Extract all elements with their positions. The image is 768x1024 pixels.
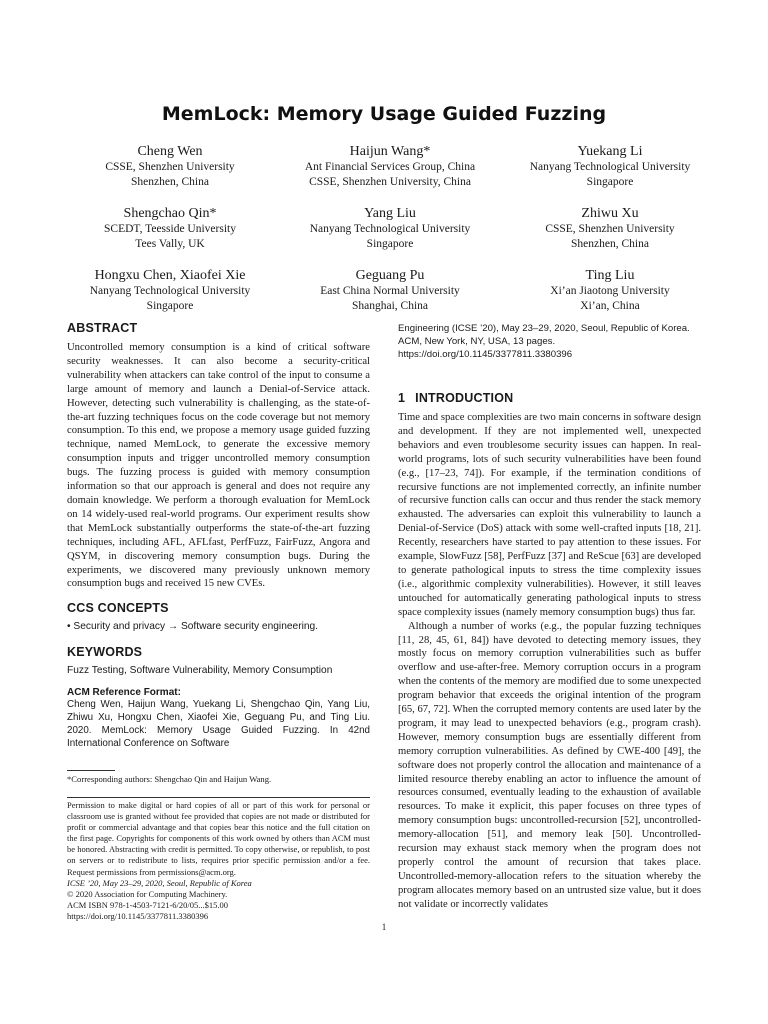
section-number: 1 <box>398 391 406 405</box>
acm-reference-text: Cheng Wen, Haijun Wang, Yuekang Li, Shengchao Qin, Yang Liu, Zhiwu Xu, Hongxu Chen, Xiaofei Xie, Geguang Pu, and Ting Liu. 2020. MemLock: Memory Usage Guided Fuzzing. In 42nd International Conference on Software <box>67 699 370 750</box>
author <box>60 267 280 314</box>
author <box>280 267 500 314</box>
permission-divider <box>67 797 370 798</box>
right-column <box>398 322 701 912</box>
author <box>500 205 720 252</box>
author-affiliation: Nanyang Technological University <box>309 223 471 235</box>
abstract-heading: ABSTRACT <box>67 321 138 335</box>
author <box>280 143 500 190</box>
author-location: Shanghai, China <box>351 300 429 312</box>
author <box>60 205 280 252</box>
doi-line: https://doi.org/10.1145/3377811.3380396 <box>67 910 209 921</box>
author-location: Shenzhen, China <box>571 238 649 250</box>
author-location: Singapore <box>366 238 414 250</box>
author-affiliation: Nanyang Technological University <box>529 161 691 173</box>
keywords-text: Fuzz Testing, Software Vulnerability, Memory Consumption <box>67 665 333 677</box>
author-location: Singapore <box>146 300 194 312</box>
author <box>60 143 280 190</box>
author <box>280 205 500 252</box>
author-row <box>60 143 720 190</box>
author <box>500 267 720 314</box>
author-affiliation: CSSE, Shenzhen University <box>105 161 235 173</box>
permission-block <box>67 800 370 922</box>
corresponding-author-footnote: *Corresponding authors: Shengchao Qin and Haijun Wang. <box>67 774 272 784</box>
author-block <box>60 143 720 329</box>
author-affiliation: Xi’an Jiaotong University <box>550 285 670 297</box>
page-number: 1 <box>381 922 387 932</box>
author-name: Cheng Wen <box>137 144 203 159</box>
author-row <box>60 267 720 314</box>
author-name: Ting Liu <box>585 268 635 283</box>
permission-notice: Permission to make digital or hard copies of all or part of this work for personal or classroom use is granted without fee provided that copies are not made or distributed for profit or commercial advantage and that copies bear this notice and the full citation on the first page. Copyrights for components of this work owned by others than ACM must be honored. Abstracting with credit is permitted. To copy otherwise, or republish, to post on servers or to redistribute to lists, requires prior specific permission and/or a fee. Request permissions from permissions@acm.org. <box>67 800 370 877</box>
acm-reference-heading: ACM Reference Format: <box>67 687 181 699</box>
author-name: Hongxu Chen, Xiaofei Xie <box>94 268 246 283</box>
intro-paragraph-2: Although a number of works (e.g., the popular fuzzing techniques [11, 28, 45, 61, 84]) have devoted to detecting memory issues, they mostly focus on memory corruption vulnerabilities such as buffer overflow and use-after-free. Memory corruption occurs in a program when the contents of the memory are modified due to some unexpected program behavior that exceeds the original intention of the program [65, 67, 72]. When the corrupted memory contents are used later by the program, it may lead to unexpected behaviors (e.g., program crash). However, memory consumption bugs are essentially different from memory corruption vulnerabilities. As defined by CWE-400 [49], the software does not properly control the allocation and maintenance of a limited resource thereby enabling an actor to influence the amount of resources consumed, eventually leading to the exhaustion of available resources. To make it explicit, this paper focuses on three types of memory consumption bugs: uncontrolled-recursion [52], uncontrolled-memory-allocation [51], and memory leak [50]. Uncontrolled-recursion may exhaust stack memory when the program does not properly control the amount of recursion that takes place. Uncontrolled-memory-allocation refers to the situation whereby the program allocates memory based on an untrusted size value, but it does not validate or incorrectly validates <box>398 620 701 910</box>
author-name: Haijun Wang* <box>349 144 431 159</box>
author-affiliation: Nanyang Technological University <box>89 285 251 297</box>
acm-reference-continued: Engineering (ICSE ’20), May 23–29, 2020, Seoul, Republic of Korea. ACM, New York, NY, USA, 13 pages. https://doi.org/10.1145/3377811.3380396 <box>398 323 690 360</box>
author-name: Yang Liu <box>364 206 416 221</box>
author-row <box>60 205 720 252</box>
author-location: Xi’an, China <box>580 300 640 312</box>
author-location: Tees Vally, UK <box>135 238 205 250</box>
author <box>500 143 720 190</box>
introduction-heading <box>398 391 701 405</box>
ccs-heading: CCS CONCEPTS <box>67 601 169 616</box>
author-affiliation: CSSE, Shenzhen University <box>545 223 675 235</box>
author-name: Geguang Pu <box>355 268 425 283</box>
author-name: Yuekang Li <box>577 144 643 159</box>
intro-paragraph-1: Time and space complexities are two main concerns in software design and development. If they are not implemented well, unexpected behaviors and even troublesome security issues can happen. In real-world programs, lots of such security vulnerabilities have been found (e.g., [17–23, 74]). For example, if the termination conditions of recursive functions are not implemented correctly, an infinite number of recursive function calls can occur and thus render the stack memory exhausted. The adversaries can exploit this vulnerability to launch a Denial-of-Service (DoS) attack with some well-crafted inputs [18, 21]. Recently, researchers have started to pay attention to these issues. For example, SlowFuzz [58], PerfFuzz [37] and ReScue [63] are developed to generate pathological inputs to stress the time complexity issues (i.e., algorithmic complexity vulnerabilities). However, it still leaves untouched for automatically generating pathological inputs to stress space complexity issues (namely memory consumption bugs) thus far. <box>398 412 701 618</box>
author-affiliation: Ant Financial Services Group, China <box>304 161 476 173</box>
abstract-text: Uncontrolled memory consumption is a kind of critical software security weaknesses. It can also become a security-critical vulnerability when attackers can take control of the input to consume a large amount of memory and launch a Denial-of-Service attack. However, detecting such vulnerability is challenging, as the state-of-the-art fuzzing techniques focus on the code coverage but not memory consumption. To this end, we propose a memory usage guided fuzzing technique, named MemLock, to generate the excessive memory consumption inputs and trigger uncontrolled memory consumption bugs. The fuzzing process is guided with memory consumption information so that our approach is general and does not require any domain knowledge. We perform a thorough evaluation for MemLock on 14 widely-used real-world programs. Our experiment results show that MemLock substantially outperforms the state-of-the-art fuzzing techniques, including AFL, AFLfast, PerfFuzz, FairFuzz, Angora and QSYM, in discovering memory consumption bugs. During the experiments, we discovered many previously unknown memory consumption bugs and received 15 new CVEs. <box>67 342 370 590</box>
isbn-line: ACM ISBN 978-1-4503-7121-6/20/05...$15.00 <box>67 899 229 910</box>
ccs-item: • Security and privacy → Software security engineering. <box>67 621 319 633</box>
copyright-line: © 2020 Association for Computing Machinery. <box>67 888 228 899</box>
paper-title: MemLock: Memory Usage Guided Fuzzing <box>161 103 607 125</box>
author-name: Shengchao Qin* <box>123 206 217 221</box>
left-column <box>67 321 370 750</box>
author-location: CSSE, Shenzhen University, China <box>309 176 471 188</box>
keywords-heading: KEYWORDS <box>67 645 143 660</box>
author-affiliation: East China Normal University <box>320 285 460 297</box>
author-location: Singapore <box>586 176 634 188</box>
author-affiliation: SCEDT, Teesside University <box>104 223 236 235</box>
author-name: Zhiwu Xu <box>581 206 639 221</box>
author-location: Shenzhen, China <box>131 176 209 188</box>
conference-line: ICSE ’20, May 23–29, 2020, Seoul, Republic of Korea <box>67 877 252 888</box>
section-title: INTRODUCTION <box>415 391 514 405</box>
footnote-divider <box>67 770 115 771</box>
